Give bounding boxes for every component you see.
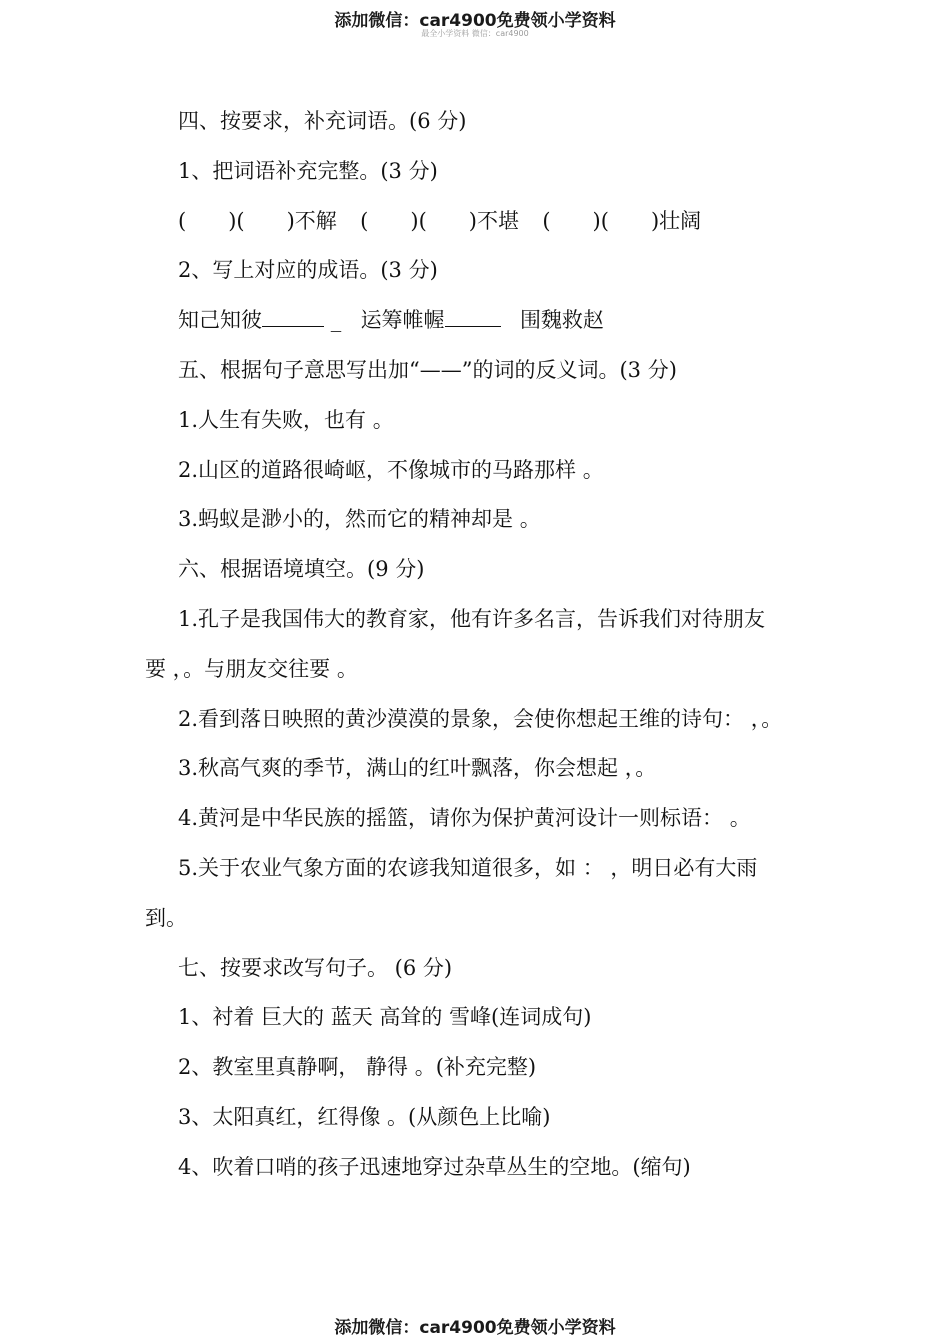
section-5-item-2: 2.山区的道路很崎岖，不像城市的马路那样 。: [178, 457, 604, 482]
fill-word: 不解: [294, 208, 337, 233]
idiom-3: 围魏救赵: [519, 308, 604, 333]
section-6-q1a: 1.孔子是我国伟大的教育家，他有许多名言，告诉我们对待朋友: [178, 606, 766, 631]
section-6-q4: 4.黄河是中华民族的摇篮，请你为保护黄河设计一则标语： 。: [178, 806, 751, 831]
section-7-item-4: 4、吹着口哨的孩子迅速地穿过杂草丛生的空地。(缩句): [178, 1154, 691, 1179]
section-4-q2: 2、写上对应的成语。(3 分): [178, 258, 438, 283]
paren-close: ): [650, 208, 660, 233]
section-7-item-3: 3、太阳真红，红得像 。(从颜色上比喻): [178, 1104, 551, 1129]
section-6-q5a: 5.关于农业气象方面的农谚我知道很多，如 ： ，明日必有大雨: [178, 855, 758, 880]
idiom-1: 知己知彼: [178, 308, 262, 333]
idiom-1-blank[interactable]: [262, 304, 324, 327]
section-6-q2: 2.看到落日映照的黄沙漠漠的景象，会使你想起王维的诗句： ，。: [178, 706, 783, 731]
paren-close: ): [468, 208, 477, 233]
section-6-q1b: 要 ，。与朋友交往要 。: [145, 656, 358, 681]
worksheet-body: [0, 103, 950, 1199]
paren-open: (: [542, 208, 551, 233]
section-6-q5b: 到。: [145, 905, 187, 930]
section-4-q1: 1、把词语补充完整。(3 分): [178, 158, 438, 183]
idiom-sep: _: [330, 308, 342, 333]
section-4-title: 四、按要求，补充词语。(6 分): [178, 109, 467, 133]
paren-open: (: [360, 208, 369, 233]
header-faint-text: 最全小学资料 微信：car4900: [421, 29, 529, 38]
footer-banner: 添加微信：car4900免费领小学资料: [334, 1318, 616, 1338]
paren-mid: )(: [410, 208, 427, 233]
fill-group-1: [178, 203, 337, 239]
section-7-title: 七、按要求改写句子。 (6 分): [178, 955, 453, 980]
header-banner: 添加微信：car4900免费领小学资料: [334, 11, 616, 31]
paren-mid: )(: [592, 208, 609, 233]
section-5-item-3: 3.蚂蚁是渺小的，然而它的精神却是 。: [178, 507, 541, 532]
section-4-idioms: [0, 302, 950, 352]
section-5-item-1: 1.人生有失败，也有 。: [178, 407, 394, 432]
paren-close: ): [286, 208, 295, 233]
section-6-q3: 3.秋高气爽的季节，满山的红叶飘落，你会想起 ，。: [178, 756, 657, 781]
section-5-title: 五、根据句子意思写出加“——”的词的反义词。(3 分): [178, 357, 677, 382]
fill-group-2: [360, 203, 519, 239]
section-4-fill-row: [0, 203, 950, 253]
paren-mid: )(: [228, 208, 245, 233]
idiom-2-blank[interactable]: [445, 304, 501, 327]
section-7-item-1: 1、衬着 巨大的 蓝天 高耸的 雪峰(连词成句): [178, 1005, 592, 1030]
idiom-2: 运筹帷幄: [360, 308, 445, 333]
paren-open: (: [178, 208, 187, 233]
section-6-title: 六、根据语境填空。(9 分): [178, 557, 425, 582]
fill-word: 壮阔: [659, 208, 702, 233]
fill-group-3: [542, 203, 701, 239]
section-7-item-2: 2、教室里真静啊， 静得 。(补充完整): [178, 1055, 537, 1080]
fill-word: 不堪: [476, 208, 519, 233]
